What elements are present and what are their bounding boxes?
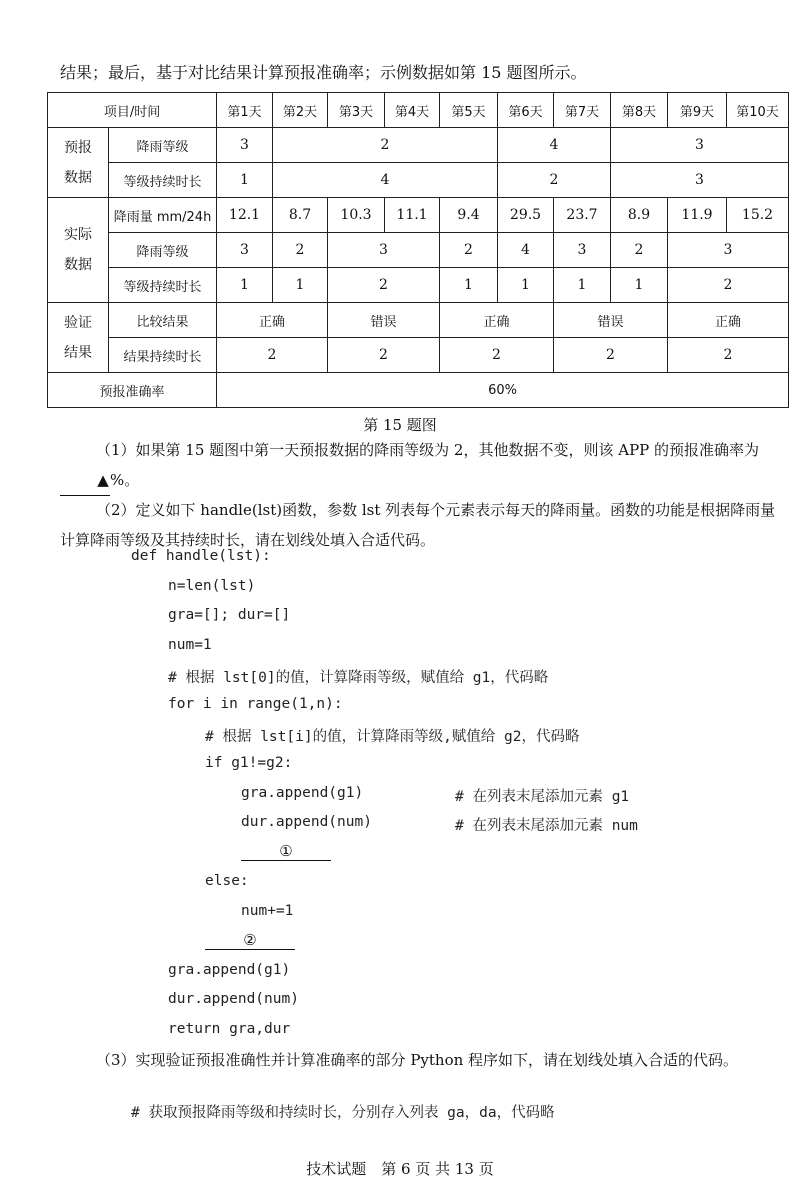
header-row bbox=[48, 93, 789, 128]
actual-group-label: 实际 数据 bbox=[48, 198, 109, 303]
code-line: else: bbox=[205, 873, 249, 889]
actual-level-cell: 3 bbox=[668, 233, 789, 268]
code-line: gra.append(g1) bbox=[168, 962, 291, 978]
verify-duration-row bbox=[48, 338, 789, 373]
forecast-level-cell: 3 bbox=[217, 128, 273, 163]
rain-cell: 12.1 bbox=[217, 198, 273, 233]
code-line: gra.append(g1) bbox=[241, 785, 364, 801]
verify-duration-label: 结果持续时长 bbox=[109, 338, 217, 373]
actual-level-cell: 2 bbox=[440, 233, 498, 268]
code-line: num=1 bbox=[168, 637, 212, 653]
answer-blank: ▲ bbox=[60, 465, 110, 496]
code-line: if g1!=g2: bbox=[205, 755, 293, 771]
code-comment: # 在列表末尾添加元素 g1 bbox=[455, 789, 630, 805]
compare-cell: 错误 bbox=[554, 303, 668, 338]
compare-cell: 错误 bbox=[328, 303, 440, 338]
rain-cell: 8.7 bbox=[273, 198, 328, 233]
rain-cell: 29.5 bbox=[498, 198, 554, 233]
day-header: 第5天 bbox=[440, 93, 498, 128]
code-line: gra=[]; dur=[] bbox=[168, 607, 291, 623]
compare-cell: 正确 bbox=[440, 303, 554, 338]
accuracy-label: 预报准确率 bbox=[48, 373, 217, 408]
rain-cell: 10.3 bbox=[328, 198, 385, 233]
day-header: 第8天 bbox=[611, 93, 668, 128]
forecast-group-label: 预报 数据 bbox=[48, 128, 109, 198]
code-comment: # 根据 lst[0]的值，计算降雨等级，赋值给 g1，代码略 bbox=[168, 670, 549, 686]
actual-level-cell: 2 bbox=[611, 233, 668, 268]
code-blank-1: ① bbox=[241, 842, 331, 861]
actual-level-label: 降雨等级 bbox=[109, 233, 217, 268]
actual-level-cell: 2 bbox=[273, 233, 328, 268]
code-comment: # 获取预报降雨等级和持续时长，分别存入列表 ga，da，代码略 bbox=[131, 1105, 555, 1121]
actual-rain-label: 降雨量 mm/24h bbox=[109, 198, 217, 233]
code-comment: # 根据 lst[i]的值，计算降雨等级,赋值给 g2，代码略 bbox=[205, 729, 580, 745]
code-line: n=len(lst) bbox=[168, 578, 256, 594]
forecast-table bbox=[47, 92, 789, 408]
forecast-duration-cell: 1 bbox=[217, 163, 273, 198]
code-line: return gra,dur bbox=[168, 1021, 291, 1037]
rain-cell: 9.4 bbox=[440, 198, 498, 233]
day-header: 第7天 bbox=[554, 93, 611, 128]
code-blank-2: ② bbox=[205, 931, 295, 950]
actual-duration-cell: 1 bbox=[217, 268, 273, 303]
day-header: 第3天 bbox=[328, 93, 385, 128]
rain-cell: 23.7 bbox=[554, 198, 611, 233]
verify-group-label: 验证 结果 bbox=[48, 303, 109, 373]
forecast-level-cell: 4 bbox=[498, 128, 611, 163]
actual-duration-cell: 1 bbox=[498, 268, 554, 303]
verify-duration-cell: 2 bbox=[440, 338, 554, 373]
forecast-level-cell: 2 bbox=[273, 128, 498, 163]
code-line: def handle(lst): bbox=[131, 548, 271, 564]
actual-level-cell: 4 bbox=[498, 233, 554, 268]
forecast-duration-cell: 3 bbox=[611, 163, 789, 198]
verify-duration-cell: 2 bbox=[328, 338, 440, 373]
forecast-duration-cell: 2 bbox=[498, 163, 611, 198]
day-header: 第10天 bbox=[727, 93, 789, 128]
actual-duration-label: 等级持续时长 bbox=[109, 268, 217, 303]
actual-duration-cell: 2 bbox=[328, 268, 440, 303]
question-2: （2）定义如下 handle(lst)函数，参数 lst 列表每个元素表示每天的降雨量。函数的功能是根据降雨量计算降雨等级及其持续时长，请在划线处填入合适代码。 bbox=[60, 501, 776, 549]
actual-duration-cell: 1 bbox=[273, 268, 328, 303]
rain-cell: 11.9 bbox=[668, 198, 727, 233]
forecast-level-label: 降雨等级 bbox=[109, 128, 217, 163]
verify-duration-cell: 2 bbox=[668, 338, 789, 373]
code-line: dur.append(num) bbox=[241, 814, 372, 830]
forecast-duration-cell: 4 bbox=[273, 163, 498, 198]
verify-duration-cell: 2 bbox=[217, 338, 328, 373]
actual-level-cell: 3 bbox=[328, 233, 440, 268]
figure-caption: 第 15 题图 bbox=[363, 416, 437, 434]
code-line: for i in range(1,n): bbox=[168, 696, 343, 712]
code-line: num+=1 bbox=[241, 903, 294, 919]
accuracy-row bbox=[48, 373, 789, 408]
actual-duration-cell: 1 bbox=[611, 268, 668, 303]
header-label: 项目/时间 bbox=[48, 93, 217, 128]
actual-rain-row bbox=[48, 198, 789, 233]
actual-duration-cell: 1 bbox=[440, 268, 498, 303]
forecast-level-row bbox=[48, 128, 789, 163]
forecast-duration-row bbox=[48, 163, 789, 198]
question-1: （1）如果第 15 题图中第一天预报数据的降雨等级为 2，其他数据不变，则该 APP 的预报准确率为▲%。 bbox=[60, 435, 790, 496]
day-header: 第1天 bbox=[217, 93, 273, 128]
rain-cell: 15.2 bbox=[727, 198, 789, 233]
day-header: 第2天 bbox=[273, 93, 328, 128]
code-line: dur.append(num) bbox=[168, 991, 299, 1007]
verify-duration-cell: 2 bbox=[554, 338, 668, 373]
actual-level-cell: 3 bbox=[217, 233, 273, 268]
day-header: 第4天 bbox=[385, 93, 440, 128]
compare-cell: 正确 bbox=[217, 303, 328, 338]
accuracy-value: 60% bbox=[217, 373, 789, 408]
actual-level-row bbox=[48, 233, 789, 268]
day-header: 第9天 bbox=[668, 93, 727, 128]
code-comment: # 在列表末尾添加元素 num bbox=[455, 818, 638, 834]
rain-cell: 11.1 bbox=[385, 198, 440, 233]
rain-cell: 8.9 bbox=[611, 198, 668, 233]
actual-duration-row bbox=[48, 268, 789, 303]
page-footer: 技术试题 第 6 页 共 13 页 bbox=[306, 1160, 494, 1178]
actual-duration-cell: 2 bbox=[668, 268, 789, 303]
actual-level-cell: 3 bbox=[554, 233, 611, 268]
verify-compare-label: 比较结果 bbox=[109, 303, 217, 338]
compare-cell: 正确 bbox=[668, 303, 789, 338]
question-3: （3）实现验证预报准确性并计算准确率的部分 Python 程序如下，请在划线处填入合适的代码。 bbox=[96, 1051, 739, 1069]
forecast-duration-label: 等级持续时长 bbox=[109, 163, 217, 198]
forecast-level-cell: 3 bbox=[611, 128, 789, 163]
intro-text: 结果；最后，基于对比结果计算预报准确率；示例数据如第 15 题图所示。 bbox=[60, 63, 587, 82]
day-header: 第6天 bbox=[498, 93, 554, 128]
actual-duration-cell: 1 bbox=[554, 268, 611, 303]
verify-compare-row bbox=[48, 303, 789, 338]
